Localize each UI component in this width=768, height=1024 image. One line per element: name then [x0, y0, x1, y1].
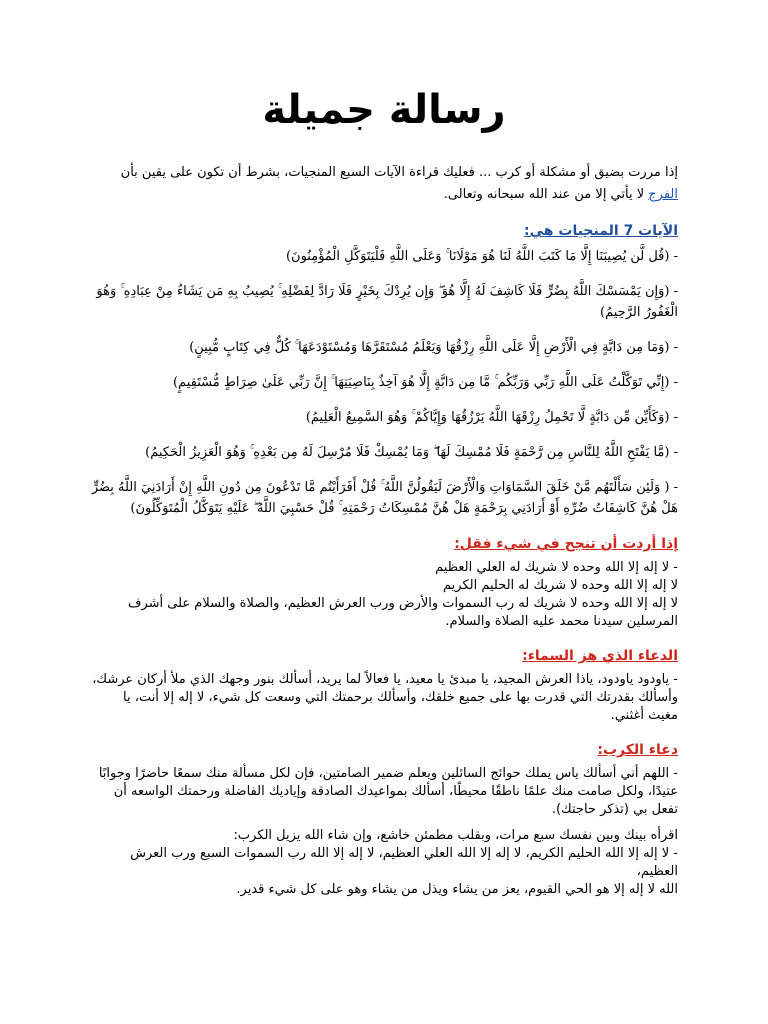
verse-3: - (وَمَا مِن دَابَّةٍ فِي الْأَرْضِ إِلَّا عَلَى اللَّهِ رِزْقُهَا وَيَعْلَمُ مُسْتَقَرَّهَا وَمُسْتَوْدَعَهَا ۚ كُلٌّ فِي كِتَابٍ مُّبِينٍ): [189, 340, 678, 355]
verse-1: - (قُل لَّن يُصِيبَنَا إِلَّا مَا كَتَبَ اللَّهُ لَنَا هُوَ مَوْلَانَا ۚ وَعَلَى اللَّهِ فَلْيَتَوَكَّلِ الْمُؤْمِنُونَ): [285, 249, 678, 264]
verse-5: - (وَكَأَيِّن مِّن دَابَّةٍ لَّا تَحْمِلُ رِزْقَهَا اللَّهُ يَرْزُقُهَا وَإِيَّاكُمْ ۚ وَهُوَ السَّمِيعُ الْعَلِيمُ): [305, 410, 678, 425]
intro-text-end: لا يأتي إلا من عند الله سبحانه وتعالى.: [443, 187, 649, 202]
success-line-2: لا إله إلا الله وحده لا شريك له الحليم الكريم: [443, 578, 678, 593]
karb-line-2: - لا إله إلا الله الحليم الكريم، لا إله إلا الله العلي العظيم، لا إله إلا الله رب السموات السبع ورب العرش العظيم،: [130, 846, 678, 879]
verses-heading: [90, 220, 678, 242]
verse-6: - (مَّا يَفْتَحِ اللَّهُ لِلنَّاسِ مِن رَّحْمَةٍ فَلَا مُمْسِكَ لَهَا ۖ وَمَا يُمْسِكْ فَلَا مُرْسِلَ لَهُ مِن بَعْدِهِ ۚ وَهُوَ الْعَزِيزُ الْحَكِيمُ): [145, 445, 678, 460]
verses-list: [90, 246, 678, 519]
intro-text-start: إذا مررت بضيق أو مشكلة أو كرب ... فعليك قراءة الآيات السبع المنجيات، بشرط أن تكون على يقين بأن: [120, 165, 678, 180]
faraj-link[interactable]: الفرج: [648, 187, 678, 202]
document-title: رسالة جميلة: [262, 87, 506, 133]
dua-karb-heading-text: دعاء الكرب:: [597, 742, 678, 758]
intro-paragraph: [90, 162, 678, 206]
dua-karb-block: [90, 765, 678, 819]
success-heading: [90, 533, 678, 555]
verse-2: - (وَإِن يَمْسَسْكَ اللَّهُ بِضُرٍّ فَلَا كَاشِفَ لَهُ إِلَّا هُوَ ۖ وَإِن يُرِدْكَ بِخَيْرٍ فَلَا رَادَّ لِفَضْلِهِ ۚ يُصِيبُ بِهِ مَن يَشَاءُ مِنْ عِبَادِهِ ۚ وَهُوَ الْغَفُورُ الرَّحِيمُ): [96, 284, 678, 320]
dua-karb-heading: [90, 739, 678, 761]
success-heading-text: إذا أردت أن تنجح في شيء فقل:: [454, 536, 678, 552]
verse-7: - ( وَلَئِن سَأَلْتَهُم مَّنْ خَلَقَ السَّمَاوَاتِ وَالْأَرْضَ لَيَقُولُنَّ اللَّهُ ۚ قُلْ أَفَرَأَيْتُم مَّا تَدْعُونَ مِن دُونِ اللَّهِ إِنْ أَرَادَنِيَ اللَّهُ بِضُرٍّ هَلْ هُنَّ كَاشِفَاتُ ضُرِّهِ أَوْ أَرَادَنِي بِرَحْمَةٍ هَلْ هُنَّ مُمْسِكَاتُ رَحْمَتِهِ ۚ قُلْ حَسْبِيَ اللَّهُ ۖ عَلَيْهِ يَتَوَكَّلُ الْمُتَوَكِّلُونَ): [91, 480, 678, 516]
dua-sky-heading: [90, 645, 678, 667]
verses-heading-text: الآيات 7 المنجيات هي:: [524, 223, 678, 239]
karb-line-1: اقرأه بينك وبين نفسك سبع مرات، وبقلب مطمئن خاشع، وإن شاء الله يزيل الكرب:: [233, 828, 678, 843]
dua-sky-text: - ياودود ياودود، ياذا العرش المجيد، يا مبدئ يا معيد، يا فعالاً لما يريد، أسألك بنور وجهك الذي ملأ أركان عرشك، وأسألك بقدرتك التي قدرت بها على جميع خلقك، وأسألك برحمتك التي وسعت كل شيء، لا إله إلا أنت، يا مغيث أغثني.: [92, 672, 678, 723]
dua-karb-instructions: [90, 827, 678, 899]
success-dhikr: [90, 559, 678, 631]
dua-sky-block: [90, 671, 678, 725]
dua-sky-heading-text: الدعاء الذي هز السماء:: [522, 648, 678, 664]
success-line-1: - لا إله إلا الله وحده لا شريك له العلي العظيم: [435, 560, 678, 575]
dua-karb-text: - اللهم أني أسألك ياس يملك حوائج السائلين ويعلم ضمير الصامتين، فإن لكل مسألة منك سمعًا حاضرًا وجوابًا عتيدًا، ولكل صامت منك علمًا ناطقًا محيطًا، أسألك بمواعيدك الصادقة وإياديك الفاضلة ورحمتك الواسعه أن تفعل بي (تذكر حاجتك).: [98, 766, 678, 817]
success-line-3: لا إله إلا الله وحده لا شريك له رب السموات والأرض ورب العرش العظيم، والصلاة والسلام على أشرف المرسلين سيدنا محمد عليه الصلاة والسلام.: [127, 596, 678, 629]
verse-4: - (إِنِّي تَوَكَّلْتُ عَلَى اللَّهِ رَبِّي وَرَبِّكُم ۚ مَّا مِن دَابَّةٍ إِلَّا هُوَ آخِذٌ بِنَاصِيَتِهَا ۚ إِنَّ رَبِّي عَلَىٰ صِرَاطٍ مُّسْتَقِيمٍ): [172, 375, 678, 390]
karb-line-3: الله لا إله إلا هو الحي القيوم، يعز من يشاء ويذل من يشاء وهو على كل شيء قدير.: [236, 882, 678, 897]
